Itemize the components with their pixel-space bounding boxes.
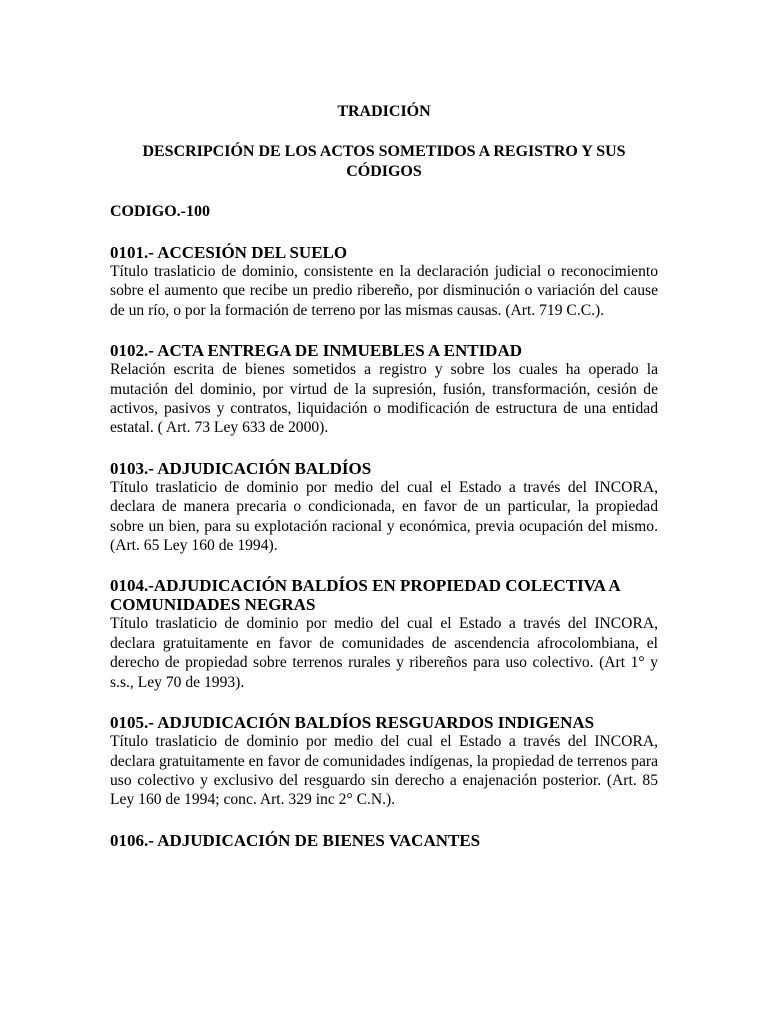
document-page <box>110 102 658 850</box>
entry-0103 <box>110 459 658 556</box>
entry-body: Título traslaticio de dominio por medio del cual el Estado a través del INCORA, declara gratuitamente en favor de comunidades de ascendencia afrocolombiana, el derecho de propiedad sobre terrenos rurales y ribereños para uso colectivo. (Art 1° y s.s., Ley 70 de 1993). <box>110 615 658 691</box>
entry-body: Título traslaticio de dominio por medio del cual el Estado a través del INCORA, declara gratuitamente en favor de comunidades indígenas, la propiedad de terrenos para uso colectivo y exclusivo del resguardo sin derecho a enajenación posterior. (Art. 85 Ley 160 de 1994; conc. Art. 329 inc 2° C.N.). <box>110 733 658 809</box>
entry-body: Relación escrita de bienes sometidos a registro y sobre los cuales ha operado la mutación del dominio, por virtud de la supresión, fusión, transformación, cesión de activos, pasivos y contratos, liquidación o modificación de estructura de una entidad estatal. ( Art. 73 Ley 633 de 2000). <box>110 361 658 437</box>
entry-body: Título traslaticio de dominio, consistente en la declaración judicial o reconocimiento sobre el aumento que recibe un predio ribereño, por disminución o variación del cause de un río, o por la formación de terreno por las mismas causas. (Art. 719 C.C.). <box>110 263 658 319</box>
document-title: TRADICIÓN <box>337 103 431 120</box>
entry-body: Título traslaticio de dominio por medio del cual el Estado a través del INCORA, declara de manera precaria o condicionada, en favor de un particular, la propiedad sobre un bien, para su explotación racional y económica, previa ocupación del mismo. (Art. 65 Ley 160 de 1994). <box>110 478 658 555</box>
entry-heading: 0101.- ACCESIÓN DEL SUELO <box>110 243 348 262</box>
entry-heading: 0106.- ADJUDICACIÓN DE BIENES VACANTES <box>110 830 481 850</box>
entry-heading: 0103.- ADJUDICACIÓN BALDÍOS <box>110 458 372 478</box>
entry-heading: 0102.- ACTA ENTREGA DE INMUEBLES A ENTIDAD <box>110 341 523 361</box>
code-label: CODIGO.-100 <box>110 203 210 220</box>
entry-0102 <box>110 341 658 438</box>
entry-heading: 0105.- ADJUDICACIÓN BALDÍOS RESGUARDOS INDIGENAS <box>110 713 595 733</box>
entry-0104 <box>110 576 658 692</box>
document-subtitle: DESCRIPCIÓN DE LOS ACTOS SOMETIDOS A REGISTRO Y SUS CÓDIGOS <box>142 143 626 180</box>
entry-0101 <box>110 243 658 320</box>
entry-heading: 0104.-ADJUDICACIÓN BALDÍOS EN PROPIEDAD COLECTIVA A COMUNIDADES NEGRAS <box>110 576 620 615</box>
entry-0105 <box>110 713 658 810</box>
entry-0106 <box>110 831 658 850</box>
